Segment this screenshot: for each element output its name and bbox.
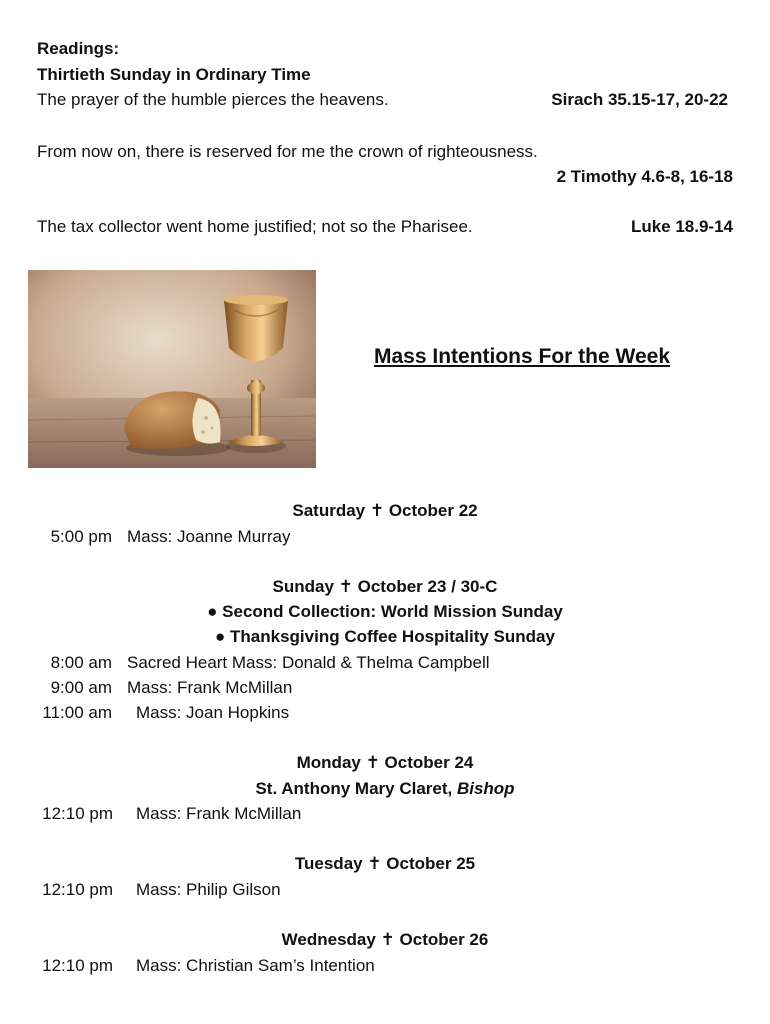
reading-1-ref: Sirach 35.15-17, 20-22 [551,90,728,109]
sunday-time-1: 8:00 am [50,653,112,672]
reading-2-ref: 2 Timothy 4.6-8, 16-18 [556,167,733,186]
monday-entry: Mass: Frank McMillan [136,804,302,823]
monday-saint-title: Bishop [456,779,515,798]
sunday-time-2: 9:00 am [50,678,112,697]
tuesday-time: 12:10 pm [42,880,113,899]
reading-3-text: The tax collector went home justified; not so the Pharisee. [37,217,473,236]
section-title: Mass Intentions For the Week [374,345,670,368]
reading-3-ref: Luke 18.9-14 [630,217,733,236]
monday-time: 12:10 pm [42,804,113,823]
tuesday-entry: Mass: Philip Gilson [136,880,281,899]
readings-heading: Readings: [37,39,120,58]
sunday-time-3: 11:00 am [42,703,112,722]
sunday-header: Sunday ✝ October 23 / 30-C [272,577,498,596]
monday-saint [0,778,770,800]
sunday-entry-3: Mass: Joan Hopkins [136,703,290,722]
bread-and-chalice-photo [28,270,316,468]
sunday-note-2: ● Thanksgiving Coffee Hospitality Sunday [215,627,555,646]
wednesday-header: Wednesday ✝ October 26 [281,930,489,949]
saturday-header: Saturday ✝ October 22 [292,501,478,520]
saturday-entry: Mass: Joanne Murray [127,527,291,546]
readings-occasion: Thirtieth Sunday in Ordinary Time [37,65,311,84]
sunday-entry-1: Sacred Heart Mass: Donald & Thelma Campbell [127,653,490,672]
monday-saint-name: St. Anthony Mary Claret, [255,779,457,798]
reading-1-text: The prayer of the humble pierces the heavens. [37,90,389,109]
wednesday-entry: Mass: Christian Sam’s Intention [136,956,375,975]
sunday-entry-2: Mass: Frank McMillan [127,678,293,697]
monday-header: Monday ✝ October 24 [296,753,474,772]
sunday-note-1: ● Second Collection: World Mission Sunday [207,602,563,621]
wednesday-time: 12:10 pm [42,956,113,975]
tuesday-header: Tuesday ✝ October 25 [294,854,476,873]
saturday-time: 5:00 pm [50,527,112,546]
reading-2-text: From now on, there is reserved for me the crown of righteousness. [37,142,538,161]
